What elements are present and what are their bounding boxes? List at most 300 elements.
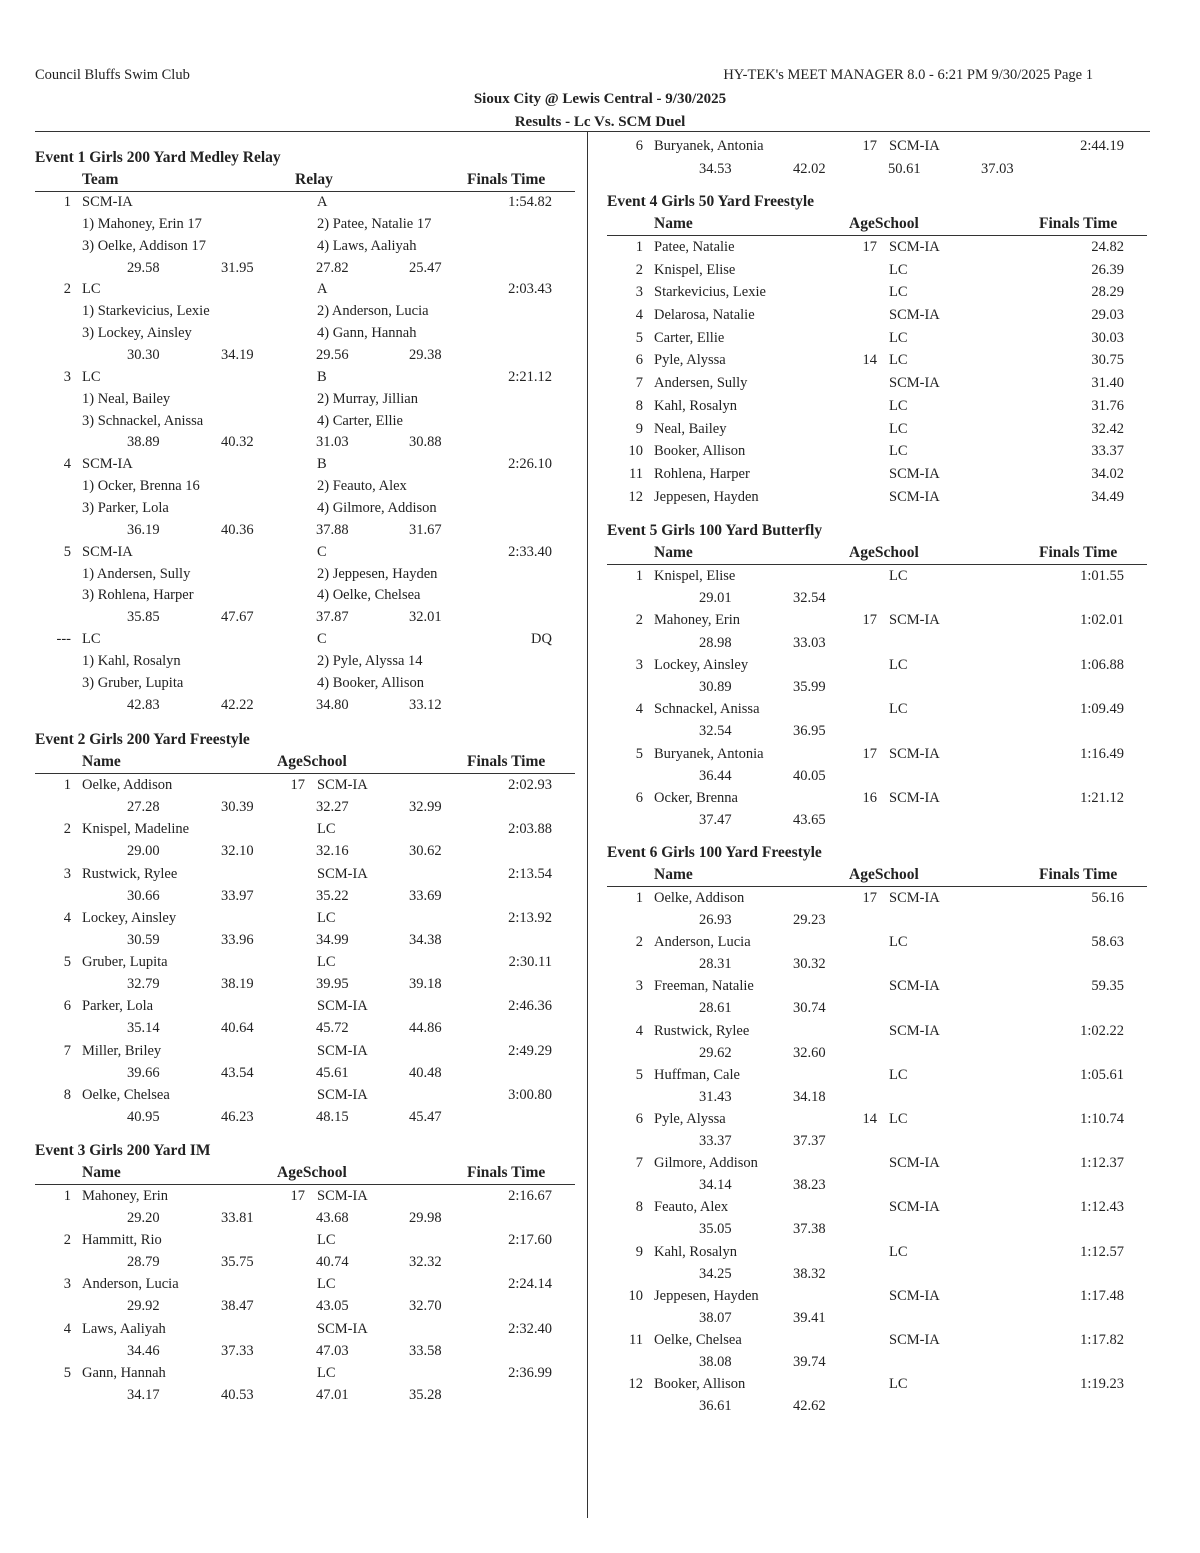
age: 17 <box>862 239 877 255</box>
split-time: 43.65 <box>793 812 826 829</box>
finals-time: 2:03.43 <box>508 281 552 298</box>
finals-time: 2:17.60 <box>508 1232 552 1249</box>
split-time: 31.67 <box>409 521 442 538</box>
school: SCM-IA <box>889 488 940 505</box>
splits-row <box>607 1307 1147 1329</box>
split-time: 42.83 <box>127 696 160 713</box>
place: 5 <box>635 745 643 762</box>
split-time: 32.27 <box>316 799 349 816</box>
swimmer-name: Laws, Aaliyah <box>82 1320 166 1337</box>
swimmer-name: Gilmore, Addison <box>654 1155 758 1172</box>
finals-time: 2:16.67 <box>508 1188 552 1204</box>
result-row <box>35 279 575 301</box>
swimmer-name: Lockey, Ainsley <box>654 656 749 673</box>
split-time: 38.32 <box>793 1265 826 1282</box>
finals-time: 28.29 <box>1091 284 1124 301</box>
header-finals-time: Finals Time <box>467 1164 546 1181</box>
relay-legs-row <box>35 673 575 695</box>
split-time: 28.31 <box>699 956 732 973</box>
split-time: 37.33 <box>221 1342 254 1359</box>
place: 9 <box>635 1243 643 1260</box>
split-time: 27.28 <box>127 799 160 816</box>
splits-row <box>35 840 575 862</box>
school: LC <box>889 701 908 718</box>
relay-leg: 2) Feauto, Alex <box>317 478 407 495</box>
splits-row <box>607 765 1147 787</box>
split-time: 31.43 <box>699 1088 732 1105</box>
split-time: 45.72 <box>316 1020 349 1037</box>
result-row <box>35 1084 575 1106</box>
finals-time: 30.03 <box>1091 329 1124 346</box>
school: SCM-IA <box>317 1320 368 1337</box>
splits-row <box>607 1218 1147 1240</box>
finals-time: 1:12.43 <box>1080 1199 1124 1216</box>
place: 3 <box>635 656 643 673</box>
split-time: 31.95 <box>221 259 254 276</box>
split-time: 46.23 <box>221 1108 254 1125</box>
header-mid: AgeSchool <box>849 215 919 232</box>
split-time: 30.59 <box>127 931 160 948</box>
split-time: 42.02 <box>793 160 826 177</box>
splits-row <box>35 796 575 818</box>
split-time: 33.03 <box>793 634 826 651</box>
split-time: 30.39 <box>221 799 254 816</box>
relay-leg: 4) Oelke, Chelsea <box>317 587 421 604</box>
split-time: 30.89 <box>699 678 732 695</box>
splits-row <box>607 632 1147 654</box>
school: LC <box>889 934 908 951</box>
result-row <box>607 1373 1147 1395</box>
split-time: 32.10 <box>221 843 254 860</box>
school: SCM-IA <box>317 1188 368 1204</box>
place: 2 <box>63 281 71 298</box>
finals-time: 2:36.99 <box>508 1364 552 1381</box>
split-time: 34.14 <box>699 1177 732 1194</box>
split-time: 39.66 <box>127 1064 160 1081</box>
place: 12 <box>628 488 643 505</box>
result-row <box>35 542 575 564</box>
finals-time: 1:16.49 <box>1080 745 1124 762</box>
result-row <box>607 787 1147 809</box>
swimmer-name: Delarosa, Natalie <box>654 307 755 324</box>
split-time: 27.82 <box>316 259 349 276</box>
split-time: 29.38 <box>409 347 442 364</box>
header-name: Name <box>654 215 693 232</box>
place: 8 <box>635 397 643 414</box>
split-time: 36.44 <box>699 767 732 784</box>
result-row <box>607 135 1147 158</box>
split-time: 32.54 <box>793 590 826 607</box>
finals-time: 24.82 <box>1091 239 1124 255</box>
header-finals-time: Finals Time <box>1039 544 1118 561</box>
relay-leg: 3) Schnackel, Anissa <box>82 412 204 429</box>
finals-time: 58.63 <box>1091 934 1124 951</box>
result-row <box>35 1185 575 1207</box>
result-row <box>35 1318 575 1340</box>
split-time: 32.01 <box>409 609 442 626</box>
event-title: Event 1 Girls 200 Yard Medley Relay <box>35 149 281 166</box>
finals-time: 32.42 <box>1091 420 1124 437</box>
place: 9 <box>635 420 643 437</box>
result-row <box>607 654 1147 676</box>
split-time: 28.98 <box>699 634 732 651</box>
result-row <box>35 995 575 1017</box>
place: 2 <box>635 261 643 278</box>
school: SCM-IA <box>889 138 940 154</box>
splits-row <box>607 1174 1147 1196</box>
relay-leg: 4) Gann, Hannah <box>317 325 417 342</box>
relay-leg: 3) Parker, Lola <box>82 500 169 517</box>
finals-time: 1:01.55 <box>1080 568 1124 584</box>
swimmer-name: Rustwick, Rylee <box>82 865 178 882</box>
swimmer-name: Parker, Lola <box>82 998 154 1015</box>
event-4-section <box>607 190 1147 508</box>
split-time: 45.61 <box>316 1064 349 1081</box>
finals-time: 2:02.93 <box>508 777 552 793</box>
column-headers <box>607 213 1147 236</box>
swimmer-name: Anderson, Lucia <box>82 1276 179 1293</box>
header-finals-time: Finals Time <box>467 171 546 188</box>
splits-row <box>607 1351 1147 1373</box>
finals-time: 1:21.12 <box>1080 789 1124 806</box>
place: 6 <box>635 352 643 369</box>
split-time: 30.32 <box>793 956 826 973</box>
relay-leg: 1) Andersen, Sully <box>82 565 191 582</box>
result-row <box>607 440 1147 463</box>
split-time: 33.37 <box>699 1133 732 1150</box>
splits-row <box>607 1042 1147 1064</box>
result-row <box>607 1152 1147 1174</box>
splits-row <box>35 432 575 454</box>
splits-row <box>35 1295 575 1317</box>
split-time: 30.74 <box>793 1000 826 1017</box>
school: SCM-IA <box>889 1155 940 1172</box>
result-row <box>607 1196 1147 1218</box>
result-row <box>607 327 1147 350</box>
split-time: 35.85 <box>127 609 160 626</box>
school: SCM-IA <box>889 239 940 255</box>
event-5-section <box>607 519 1147 831</box>
finals-time: 34.49 <box>1091 488 1124 505</box>
split-time: 29.23 <box>793 912 826 929</box>
swimmer-name: Lockey, Ainsley <box>82 909 177 926</box>
swimmer-name: Pyle, Alyssa <box>654 352 726 369</box>
swimmer-name: Patee, Natalie <box>654 239 735 255</box>
finals-time: 33.37 <box>1091 443 1124 460</box>
splits-row <box>607 1086 1147 1108</box>
finals-time: 56.16 <box>1091 890 1124 906</box>
split-time: 33.96 <box>221 931 254 948</box>
result-row <box>35 863 575 885</box>
split-time: 29.56 <box>316 347 349 364</box>
finals-time: 29.03 <box>1091 307 1124 324</box>
header-finals-time: Finals Time <box>467 753 546 770</box>
place: 3 <box>63 1276 71 1293</box>
split-time: 39.18 <box>409 976 442 993</box>
split-time: 33.69 <box>409 887 442 904</box>
split-time: 30.30 <box>127 347 160 364</box>
school: SCM-IA <box>889 1331 940 1348</box>
splits-row <box>607 809 1147 831</box>
split-time: 29.92 <box>127 1298 160 1315</box>
place: 4 <box>635 701 643 718</box>
result-row <box>35 367 575 389</box>
school: SCM-IA <box>317 998 368 1015</box>
splits-row <box>35 929 575 951</box>
swimmer-name: Miller, Briley <box>82 1042 162 1059</box>
swimmer-name: Knispel, Elise <box>654 261 736 278</box>
split-time: 40.32 <box>221 434 254 451</box>
finals-time: 3:00.80 <box>508 1086 552 1103</box>
relay-leg: 1) Kahl, Rosalyn <box>82 653 181 670</box>
age: 14 <box>862 352 877 369</box>
place: 10 <box>628 443 643 460</box>
split-time: 33.81 <box>221 1210 254 1227</box>
school: LC <box>317 1276 336 1293</box>
relay-legs-row <box>35 236 575 258</box>
swimmer-name: Oelke, Addison <box>654 890 745 906</box>
splits-row <box>35 1062 575 1084</box>
swimmer-name: Jeppesen, Hayden <box>654 1287 759 1304</box>
finals-time: 1:54.82 <box>508 194 552 210</box>
place: 5 <box>635 1066 643 1083</box>
swimmer-name: Neal, Bailey <box>654 420 727 437</box>
splits-row <box>607 997 1147 1019</box>
finals-time: 1:05.61 <box>1080 1066 1124 1083</box>
place: 10 <box>628 1287 643 1304</box>
split-time: 44.86 <box>409 1020 442 1037</box>
finals-time: 1:19.23 <box>1080 1376 1124 1393</box>
relay-leg: 4) Laws, Aaliyah <box>317 237 417 254</box>
split-time: 43.68 <box>316 1210 349 1227</box>
splits-row <box>607 1130 1147 1152</box>
finals-time: 2:13.92 <box>508 909 552 926</box>
splits-row <box>35 1017 575 1039</box>
split-time: 40.36 <box>221 521 254 538</box>
event-title: Event 4 Girls 50 Yard Freestyle <box>607 193 815 210</box>
finals-time: 2:30.11 <box>508 954 552 970</box>
finals-time: 31.76 <box>1091 397 1124 414</box>
split-time: 37.03 <box>981 160 1014 177</box>
splits-row <box>35 258 575 280</box>
split-time: 42.22 <box>221 696 254 713</box>
result-row <box>607 349 1147 372</box>
relay-leg: 3) Oelke, Addison 17 <box>82 237 207 254</box>
swimmer-name: Booker, Allison <box>654 1376 746 1393</box>
split-time: 34.38 <box>409 931 442 948</box>
header-mid: AgeSchool <box>277 1164 347 1181</box>
place: 3 <box>635 284 643 301</box>
relay-leg: 3) Rohlena, Harper <box>82 587 194 604</box>
split-time: 35.05 <box>699 1221 732 1238</box>
swimmer-name: Gann, Hannah <box>82 1364 166 1381</box>
split-time: 34.17 <box>127 1386 160 1403</box>
swimmer-name: Mahoney, Erin <box>82 1188 169 1204</box>
school: SCM-IA <box>889 375 940 392</box>
split-time: 26.93 <box>699 912 732 929</box>
event-1-section <box>35 146 575 717</box>
splits-row <box>35 1340 575 1362</box>
result-row <box>35 774 575 796</box>
splits-row <box>607 676 1147 698</box>
header-mid: AgeSchool <box>849 544 919 561</box>
split-time: 30.66 <box>127 887 160 904</box>
school: LC <box>889 1110 908 1127</box>
school: SCM-IA <box>889 789 940 806</box>
finals-time: DQ <box>531 631 552 648</box>
relay-leg: 3) Lockey, Ainsley <box>82 325 192 342</box>
relay-leg: 4) Carter, Ellie <box>317 412 403 429</box>
splits-row <box>35 345 575 367</box>
split-time: 35.99 <box>793 678 826 695</box>
split-time: 38.47 <box>221 1298 254 1315</box>
swimmer-name: Jeppesen, Hayden <box>654 488 759 505</box>
swimmer-name: Booker, Allison <box>654 443 746 460</box>
splits-row <box>35 1251 575 1273</box>
split-time: 25.47 <box>409 259 442 276</box>
relay-legs-row <box>35 389 575 411</box>
header-divider <box>35 131 1150 132</box>
split-time: 35.14 <box>127 1020 160 1037</box>
split-time: 34.80 <box>316 696 349 713</box>
relay-leg: 1) Neal, Bailey <box>82 390 171 407</box>
finals-time: 2:03.88 <box>508 821 552 838</box>
school: LC <box>889 1376 908 1393</box>
splits-row <box>35 885 575 907</box>
swimmer-name: Pyle, Alyssa <box>654 1110 726 1127</box>
column-headers <box>607 542 1147 565</box>
split-time: 33.97 <box>221 887 254 904</box>
school: SCM-IA <box>889 1199 940 1216</box>
age: 17 <box>862 138 877 154</box>
place: 2 <box>63 1232 71 1249</box>
place: 1 <box>635 568 643 584</box>
result-row <box>607 1241 1147 1263</box>
event-6-section <box>607 841 1147 1417</box>
result-row <box>607 372 1147 395</box>
split-time: 34.53 <box>699 160 732 177</box>
relay-leg: 2) Murray, Jillian <box>317 390 418 407</box>
swimmer-name: Andersen, Sully <box>654 375 748 392</box>
header-finals-time: Finals Time <box>1039 866 1118 883</box>
school: LC <box>889 397 908 414</box>
place: 5 <box>63 1364 71 1381</box>
split-time: 30.88 <box>409 434 442 451</box>
splits-row <box>607 720 1147 742</box>
result-row <box>607 887 1147 909</box>
age: 16 <box>862 789 877 806</box>
relay-legs-row <box>35 564 575 586</box>
result-row <box>607 259 1147 282</box>
place: 6 <box>635 789 643 806</box>
relay-letter: A <box>317 194 328 210</box>
header-finals-time: Finals Time <box>1039 215 1118 232</box>
result-row <box>35 1273 575 1295</box>
relay-leg: 2) Patee, Natalie 17 <box>317 215 432 232</box>
split-time: 43.54 <box>221 1064 254 1081</box>
result-row <box>607 1108 1147 1130</box>
finals-time: 30.75 <box>1091 352 1124 369</box>
result-row <box>607 1020 1147 1042</box>
swimmer-name: Gruber, Lupita <box>82 954 168 970</box>
split-time: 29.98 <box>409 1210 442 1227</box>
splits-row <box>607 158 1147 181</box>
finals-time: 1:12.37 <box>1080 1155 1124 1172</box>
result-row <box>35 454 575 476</box>
finals-time: 1:17.48 <box>1080 1287 1124 1304</box>
relay-legs-row <box>35 301 575 323</box>
column-headers <box>35 1162 575 1185</box>
swimmer-name: Kahl, Rosalyn <box>654 397 737 414</box>
place: 7 <box>63 1042 71 1059</box>
finals-time: 2:24.14 <box>508 1276 552 1293</box>
split-time: 48.15 <box>316 1108 349 1125</box>
club-name: Council Bluffs Swim Club <box>35 67 190 83</box>
result-row <box>607 281 1147 304</box>
split-time: 42.62 <box>793 1398 826 1415</box>
split-time: 32.32 <box>409 1254 442 1271</box>
school: SCM-IA <box>889 978 940 995</box>
split-time: 34.46 <box>127 1342 160 1359</box>
age: 17 <box>290 1188 305 1204</box>
split-time: 40.53 <box>221 1386 254 1403</box>
team: LC <box>82 631 101 648</box>
header-mid: AgeSchool <box>849 866 919 883</box>
splits-row <box>607 1263 1147 1285</box>
place: 4 <box>63 1320 71 1337</box>
split-time: 36.61 <box>699 1398 732 1415</box>
splits-row <box>35 695 575 717</box>
swimmer-name: Knispel, Elise <box>654 568 736 584</box>
split-time: 38.08 <box>699 1353 732 1370</box>
place: 7 <box>635 375 643 392</box>
relay-legs-row <box>35 323 575 345</box>
school: SCM-IA <box>889 1022 940 1039</box>
finals-time: 1:12.57 <box>1080 1243 1124 1260</box>
result-row <box>35 1229 575 1251</box>
age: 17 <box>862 890 877 906</box>
splits-row <box>35 607 575 629</box>
place: --- <box>56 631 71 648</box>
school: SCM-IA <box>889 465 940 482</box>
split-time: 29.58 <box>127 259 160 276</box>
event-3-section <box>35 1139 575 1406</box>
finals-time: 26.39 <box>1091 261 1124 278</box>
software-stamp: HY-TEK's MEET MANAGER 8.0 - 6:21 PM 9/30/2025 Page 1 <box>723 67 1093 83</box>
header-mid: Relay <box>295 171 333 188</box>
splits-row <box>35 1207 575 1229</box>
split-time: 40.74 <box>316 1254 349 1271</box>
split-time: 45.47 <box>409 1108 442 1125</box>
result-row <box>35 951 575 973</box>
swimmer-name: Rustwick, Rylee <box>654 1022 750 1039</box>
swimmer-name: Feauto, Alex <box>654 1199 729 1216</box>
split-time: 32.70 <box>409 1298 442 1315</box>
relay-leg: 2) Anderson, Lucia <box>317 303 429 320</box>
school: LC <box>889 656 908 673</box>
place: 1 <box>635 239 643 255</box>
relay-letter: C <box>317 631 327 648</box>
result-row <box>607 304 1147 327</box>
header-name: Name <box>82 753 121 770</box>
school: LC <box>317 1232 336 1249</box>
header-name: Name <box>654 866 693 883</box>
relay-letter: C <box>317 543 327 560</box>
result-row <box>607 743 1147 765</box>
place: 12 <box>628 1376 643 1393</box>
split-time: 36.95 <box>793 723 826 740</box>
split-time: 37.37 <box>793 1133 826 1150</box>
